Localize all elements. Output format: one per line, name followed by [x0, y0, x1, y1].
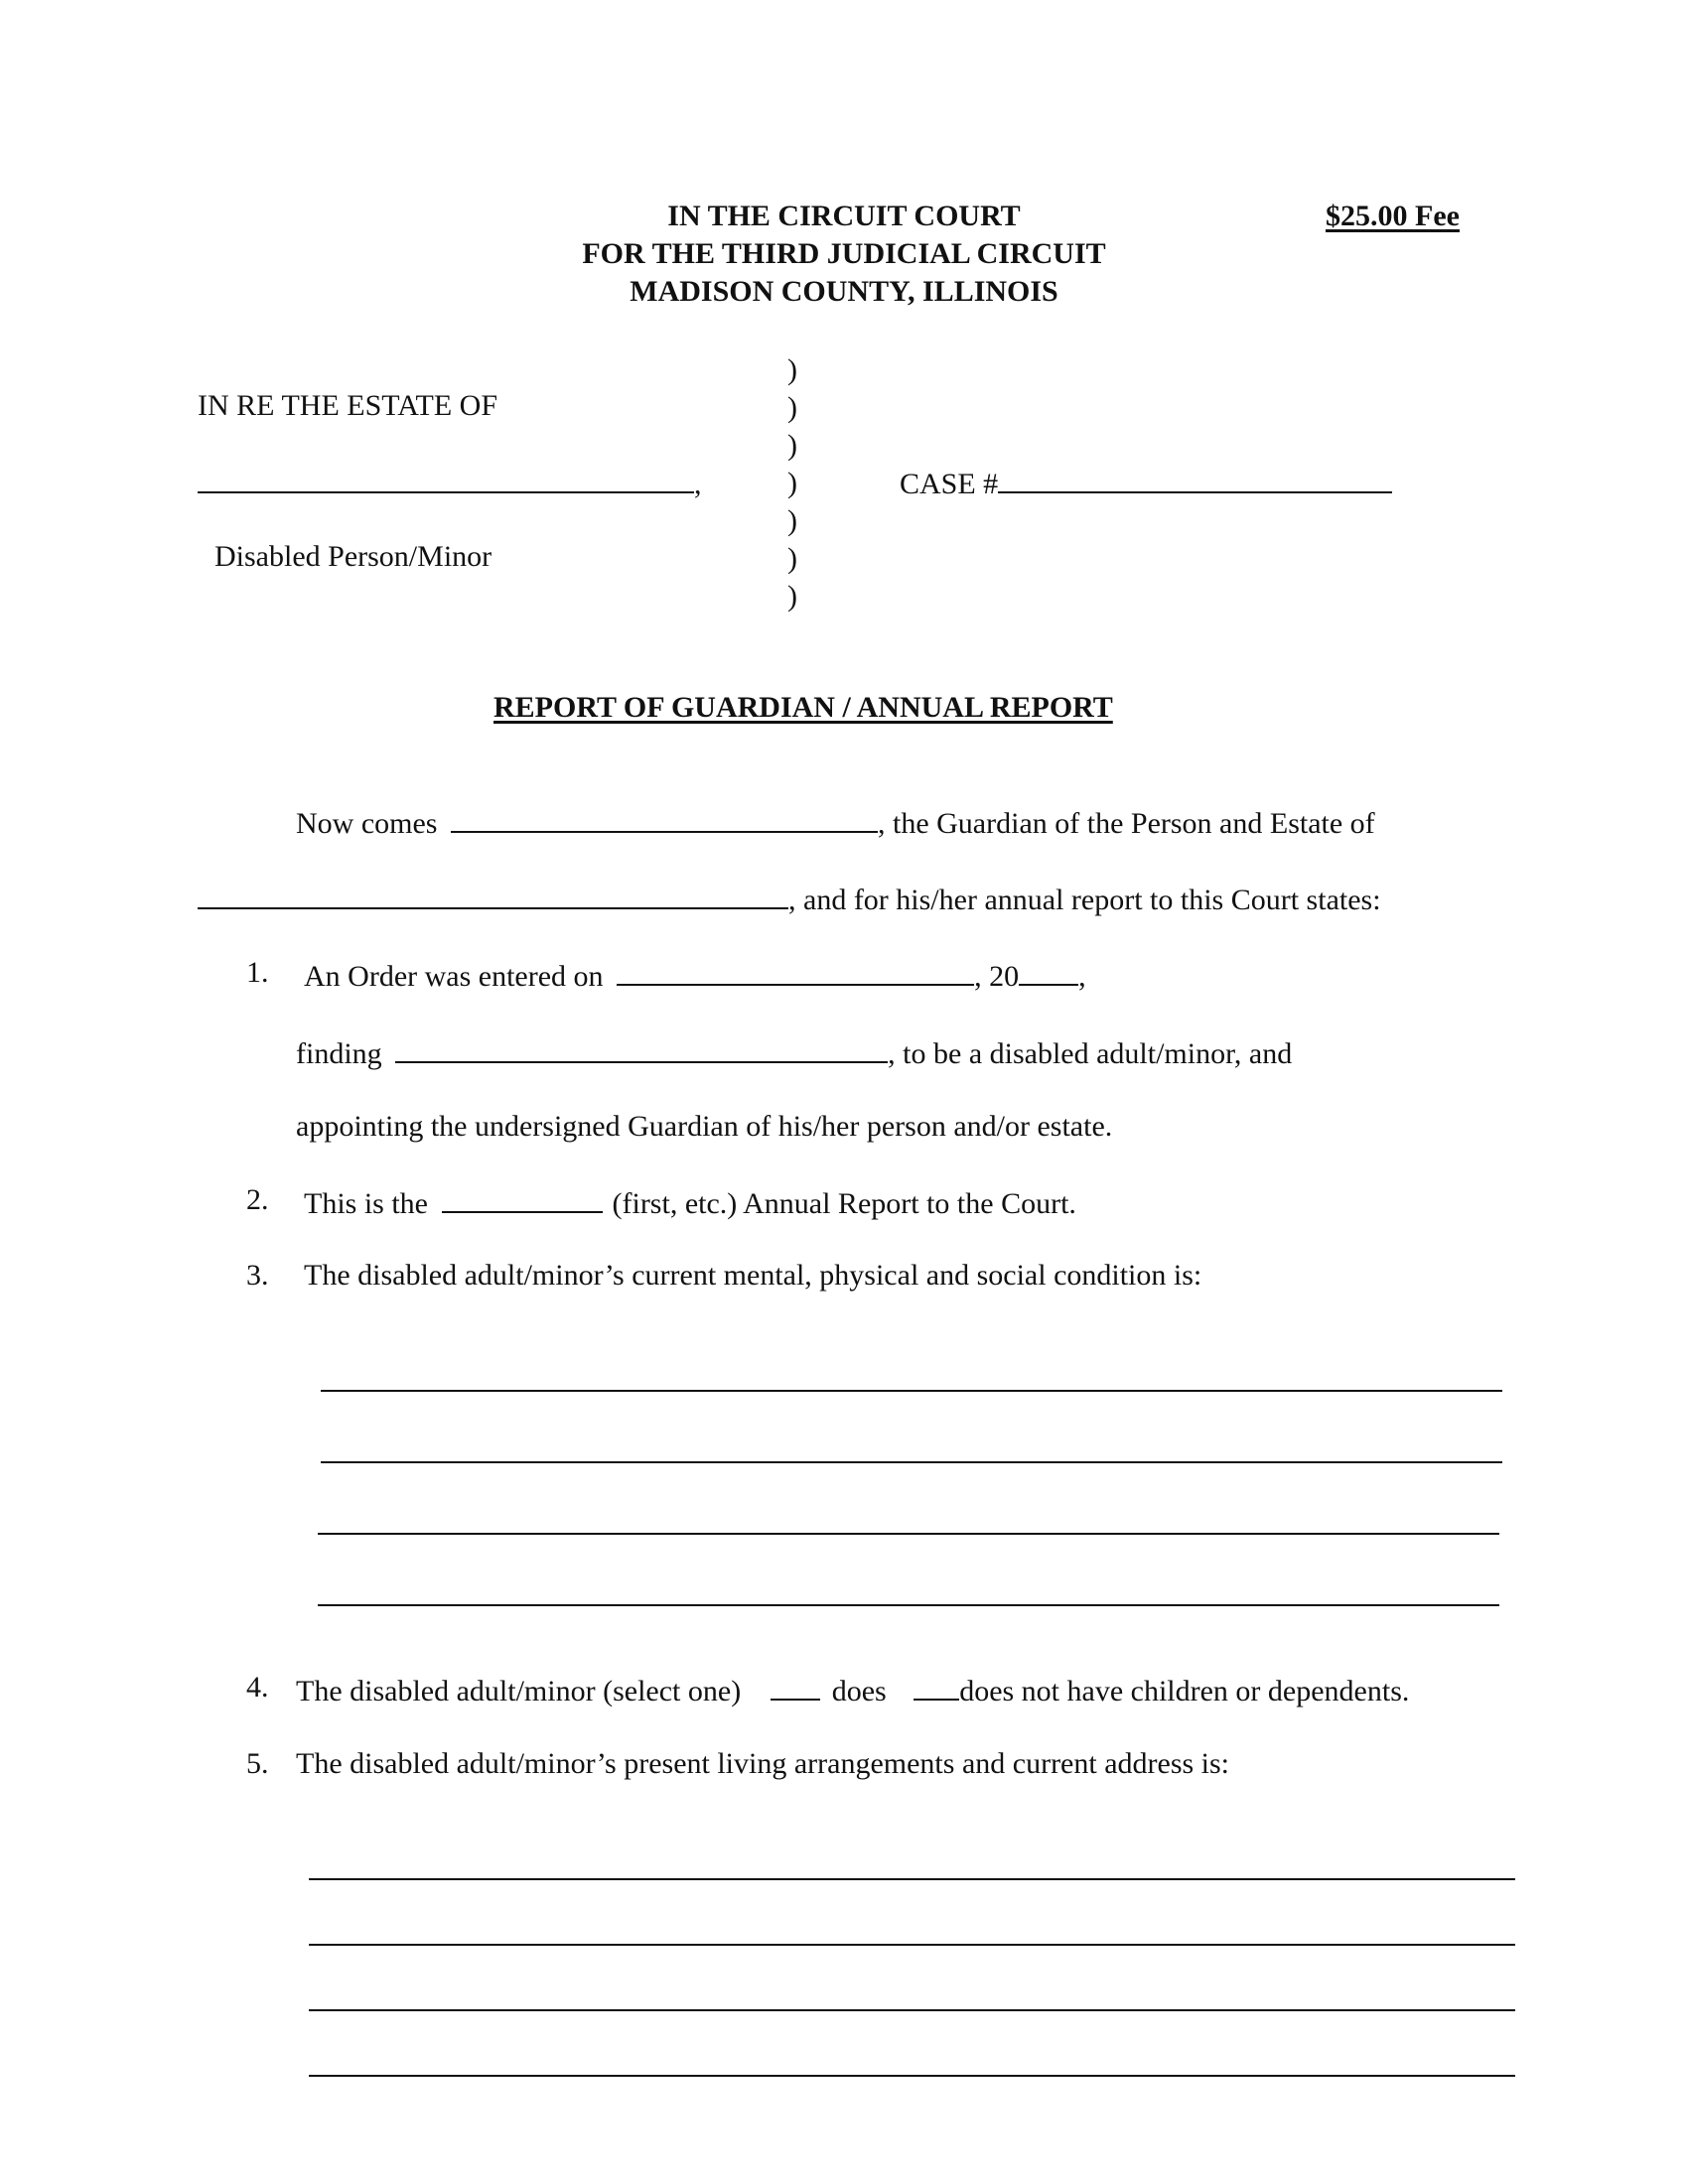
living-arrangements-text: The disabled adult/minor’s present living arrangements and current address is: — [296, 1747, 1230, 1780]
item-4-line — [296, 1673, 1409, 1706]
now-comes-text: Now comes — [296, 807, 438, 840]
filing-fee: $25.00 Fee — [1326, 200, 1460, 232]
court-name: IN THE CIRCUIT COURT — [667, 200, 1021, 232]
caption-paren: ) — [787, 353, 797, 386]
intro-line-1 — [296, 805, 1375, 839]
annual-report-text: , and for his/her annual report to this Court states: — [788, 884, 1381, 916]
item-2-line — [304, 1185, 1076, 1219]
estate-name-row — [198, 466, 702, 499]
item-1-line-2 — [296, 1035, 1292, 1069]
item-3-number: 3. — [246, 1259, 269, 1292]
select-one-text: The disabled adult/minor (select one) — [296, 1675, 742, 1707]
guardian-of-text: , the Guardian of the Person and Estate of — [877, 807, 1375, 840]
case-number-row — [900, 466, 1392, 499]
case-label: CASE # — [900, 468, 999, 500]
caption-paren: ) — [787, 429, 797, 462]
does-text: does — [831, 1675, 887, 1707]
address-answer-line[interactable] — [309, 2075, 1515, 2077]
address-answer-line[interactable] — [309, 1944, 1515, 1946]
estate-label: IN RE THE ESTATE OF — [198, 389, 498, 422]
case-number-field[interactable] — [998, 466, 1392, 493]
condition-answer-line[interactable] — [321, 1390, 1502, 1392]
does-checkbox-field[interactable] — [771, 1673, 820, 1701]
address-answer-line[interactable] — [309, 1878, 1515, 1880]
address-answer-line[interactable] — [309, 2009, 1515, 2011]
condition-answer-line[interactable] — [321, 1461, 1502, 1463]
county-name: MADISON COUNTY, ILLINOIS — [630, 275, 1058, 308]
estate-name-comma: , — [694, 468, 702, 500]
item-5-number: 5. — [246, 1747, 269, 1780]
annual-report-ordinal-text: (first, etc.) Annual Report to the Court. — [612, 1187, 1076, 1220]
year-comma: , — [1078, 960, 1086, 993]
ward-name-field[interactable] — [198, 882, 788, 909]
document-title: REPORT OF GUARDIAN / ANNUAL REPORT — [493, 691, 1113, 724]
item-4-number: 4. — [246, 1671, 269, 1704]
item-2-number: 2. — [246, 1183, 269, 1216]
condition-answer-line[interactable] — [318, 1533, 1499, 1535]
does-not-checkbox-field[interactable] — [914, 1673, 959, 1701]
caption-paren: ) — [787, 542, 797, 575]
order-year-field[interactable] — [1019, 958, 1078, 986]
circuit-name: FOR THE THIRD JUDICIAL CIRCUIT — [582, 237, 1106, 270]
order-entered-text: An Order was entered on — [304, 960, 604, 993]
guardian-name-field[interactable] — [451, 805, 878, 833]
item-1-number: 1. — [246, 956, 269, 989]
appointing-text: appointing the undersigned Guardian of his/her person and/or estate. — [296, 1110, 1113, 1143]
caption-paren: ) — [787, 467, 797, 499]
disabled-person-field[interactable] — [395, 1035, 888, 1063]
condition-text: The disabled adult/minor’s current mental, physical and social condition is: — [304, 1259, 1202, 1292]
caption-paren: ) — [787, 580, 797, 613]
this-is-the-text: This is the — [304, 1187, 428, 1220]
does-not-text: does not have children or dependents. — [959, 1675, 1410, 1707]
finding-text: finding — [296, 1037, 382, 1070]
party-label: Disabled Person/Minor — [214, 540, 492, 573]
report-ordinal-field[interactable] — [442, 1185, 603, 1213]
caption-paren: ) — [787, 391, 797, 424]
item-1-line-1 — [304, 958, 1086, 992]
disabled-adult-text: , to be a disabled adult/minor, and — [888, 1037, 1293, 1070]
intro-line-2 — [198, 882, 1381, 915]
condition-answer-line[interactable] — [318, 1604, 1499, 1606]
caption-paren: ) — [787, 504, 797, 537]
estate-name-field[interactable] — [198, 466, 694, 493]
order-date-field[interactable] — [617, 958, 974, 986]
year-prefix: , 20 — [974, 960, 1020, 993]
